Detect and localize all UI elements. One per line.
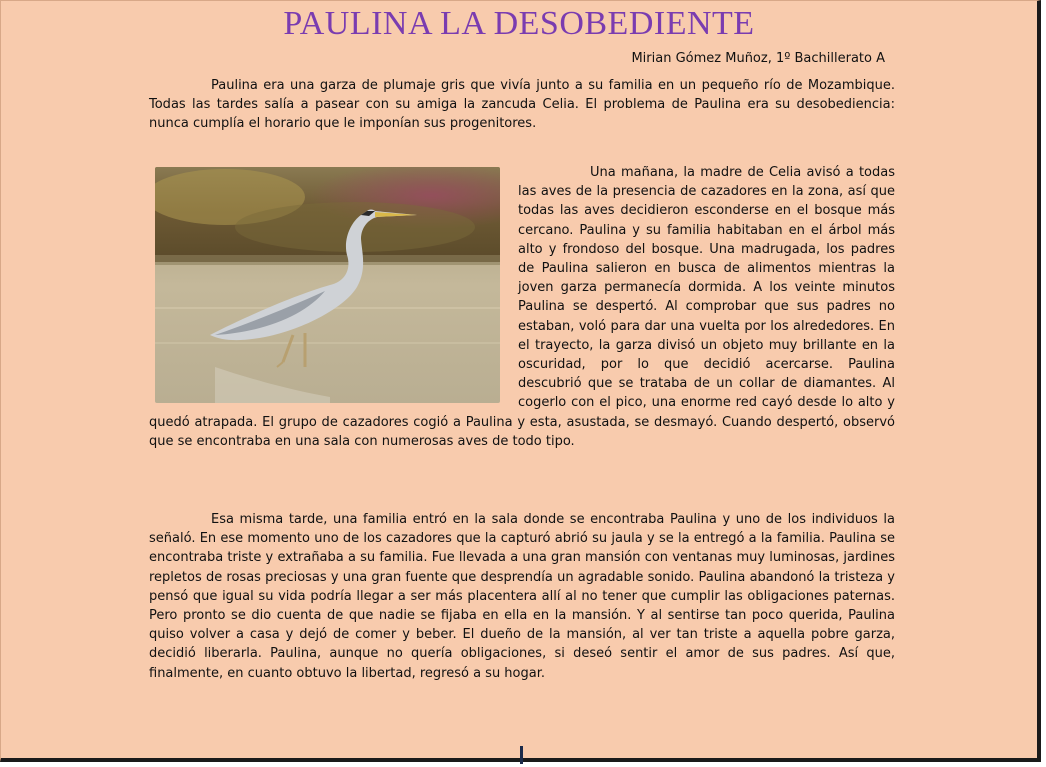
author-line: Mirian Gómez Muñoz, 1º Bachillerato A [631, 51, 885, 66]
document-title: PAULINA LA DESOBEDIENTE [283, 5, 755, 42]
paragraph-2-block [149, 163, 895, 451]
text-cursor [520, 746, 523, 764]
paragraph-2: Una mañana, la madre de Celia avisó a todas las aves de la presencia de cazadores en la zona, así que todas las aves decidieron esconderse en el bosque más cercano. Paulina y su familia habitaban en el árbol más alto y frondoso del bosque. Una madrugada, los padres de Paulina salieron en busca de alimentos mientras la joven garza permanecía dormida. A los veinte minutos Paulina se despertó. Al comprobar que sus padres no estaban, voló para dar una vuelta por los alrededores. En el trayecto, la garza divisó un objeto muy brillante en la oscuridad, por lo que decidió acercarse. Paulina descubrió que se trataba de un collar de diamantes. Al cogerlo con el pico, una enorme red cayó desde lo alto y quedó atrapada. El grupo de cazadores cogió a Paulina y esta, asustada, se desmayó. Cuando despertó, observó que se encontraba en una sala con numerosas aves de todo tipo. [149, 165, 895, 449]
paragraph-1: Paulina era una garza de plumaje gris que vivía junto a su familia en un pequeño río de Mozambique. Todas las tardes salía a pasear con su amiga la zancuda Celia. El problema de Paulina era su desobediencia: nunca cumplía el horario que le imponían sus progenitores. [149, 78, 895, 132]
heron-image [155, 167, 500, 403]
heron-photo [155, 167, 500, 403]
paragraph-3: Esa misma tarde, una familia entró en la sala donde se encontraba Paulina y uno de los individuos la señaló. En ese momento uno de los cazadores que la capturó abrió su jaula y se la entregó a la familia. Paulina se encontraba triste y extrañaba a su familia. Fue llevada a una gran mansión con ventanas muy luminosas, jardines repletos de rosas preciosas y una gran fuente que desprendía un agradable sonido. Paulina abandonó la tristeza y pensó que igual su vida podría llegar a ser más placentera allí al no tener que cumplir las obligaciones paternas. Pero pronto se dio cuenta de que nadie se fijaba en ella en la mansión. Y al sentirse tan poco querida, Paulina quiso volver a casa y dejó de comer y beber. El dueño de la mansión, al ver tan triste a aquella pobre garza, decidió liberarla. Paulina, aunque no quería obligaciones, si deseó sentir el amor de sus padres. Así que, finalmente, en cuanto obtuvo la libertad, regresó a su hogar. [149, 512, 895, 681]
